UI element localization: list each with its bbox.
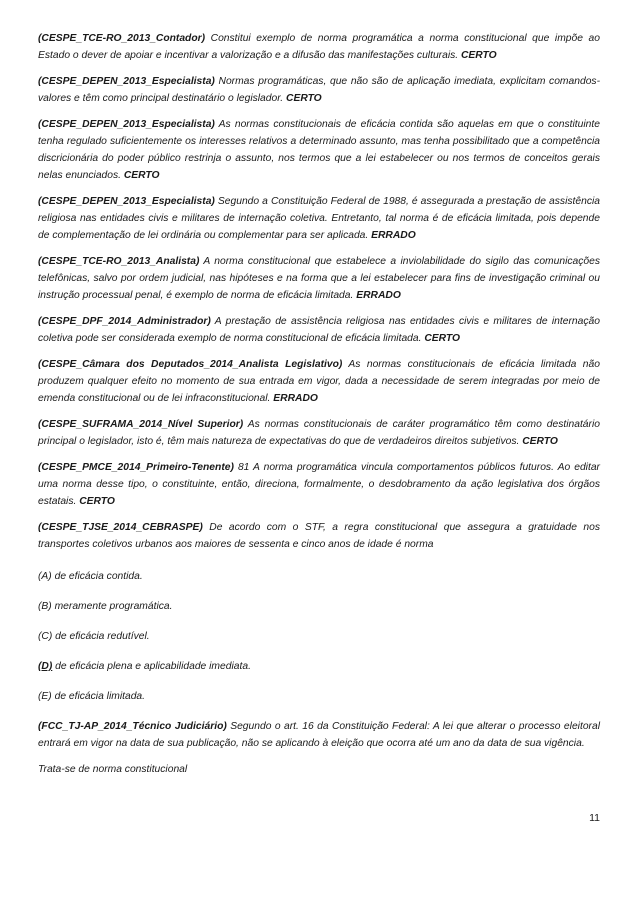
question-tag: (CESPE_DEPEN_2013_Especialista) xyxy=(38,76,215,87)
option-text: de eficácia plena e aplicabilidade imediata. xyxy=(52,661,251,672)
question-answer: CERTO xyxy=(286,93,322,104)
question-tag: (CESPE_TJSE_2014_CEBRASPE) xyxy=(38,522,203,533)
question-9 xyxy=(38,459,600,510)
option-text: de eficácia limitada. xyxy=(51,691,146,702)
multiple-choice-question xyxy=(38,519,600,553)
question-text: As normas constitucionais de eficácia contida são aquelas em que o constituinte tenha regulado suficientemente os interesses relativos a determinado assunto, mas tenha possibilitado que a competência discricionária do poder público restrinja o assunto, nos termos que a lei estabelecer ou nos termos de conceitos gerais nelas enunciados. xyxy=(38,119,600,181)
question-answer: CERTO xyxy=(424,333,461,344)
question-text: A norma constitucional que estabelece a inviolabilidade do sigilo das comunicações telefônicas, salvo por ordem judicial, nas hipóteses e na forma que a lei estabelecer para fins de investigação criminal ou instrução processual penal, é exemplo de norma de eficácia limitada. xyxy=(38,256,600,301)
option-text: meramente programática. xyxy=(51,601,173,612)
question-5 xyxy=(38,253,600,304)
question-text: As normas constitucionais de eficácia limitada não produzem qualquer efeito no momento de sua entrada em vigor, dada a necessidade de serem integradas por meio de emenda constitucional ou de lei infraconstitucional. xyxy=(38,359,600,404)
question-tag: (CESPE_DEPEN_2013_Especialista) xyxy=(38,119,215,130)
question-8 xyxy=(38,416,600,450)
option-letter: (B) xyxy=(38,601,52,612)
question-tag: (CESPE_DPF_2014_Administrador) xyxy=(38,316,211,327)
question-answer: CERTO xyxy=(461,50,497,61)
question-text: De acordo com o STF, a regra constitucional que assegura a gratuidade nos transportes coletivos urbanos aos maiores de sessenta e cinco anos de idade é norma xyxy=(38,522,600,550)
option-c xyxy=(38,628,600,645)
question-tag: (CESPE_PMCE_2014_Primeiro-Tenente) xyxy=(38,462,234,473)
question-fcc xyxy=(38,718,600,752)
page-number: 11 xyxy=(589,812,600,824)
question-tag: (CESPE_TCE-RO_2013_Contador) xyxy=(38,33,206,44)
question-tag: (FCC_TJ-AP_2014_Técnico Judiciário) xyxy=(38,721,227,732)
question-text: 81 A norma programática vincula comportamentos públicos futuros. Ao editar uma norma desse tipo, o constituinte, então, direciona, formalmente, o desdobramento da ação legislativa dos órgãos estatais. xyxy=(38,462,600,507)
option-d-correct xyxy=(38,658,600,675)
option-b xyxy=(38,598,600,615)
question-text: A prestação de assistência religiosa nas entidades civis e militares de internação coletiva pode ser considerada exemplo de norma constitucional de eficácia limitada. xyxy=(38,316,600,344)
question-4 xyxy=(38,193,600,244)
option-letter: (C) xyxy=(38,631,53,642)
question-7 xyxy=(38,356,600,407)
question-text: As normas constitucionais de caráter programático têm como destinatário principal o legislador, isto é, têm mais natureza de expectativas do que de verdadeiros direitos subjetivos. xyxy=(38,419,600,447)
question-prompt: Trata-se de norma constitucional xyxy=(38,764,188,775)
question-text: Segundo o art. 16 da Constituição Federal: A lei que alterar o processo eleitoral entrará em vigor na data de sua publicação, não se aplicando à eleição que ocorra até um ano da data de sua vigência. xyxy=(38,721,600,749)
question-tag: (CESPE_Câmara dos Deputados_2014_Analista Legislativo) xyxy=(38,359,343,370)
question-2 xyxy=(38,73,600,107)
question-text: Normas programáticas, que não são de aplicação imediata, explicitam comandos-valores e têm como principal destinatário o legislador. xyxy=(38,76,600,104)
question-text: Segundo a Constituição Federal de 1988, é assegurada a prestação de assistência religiosa nas entidades civis e militares de internação coletiva. Entretanto, tal norma é de eficácia limitada, pois depende de complementação de lei ordinária ou complementar para ser aplicada. xyxy=(38,196,600,241)
option-e xyxy=(38,688,600,705)
question-answer: ERRADO xyxy=(371,230,416,241)
option-text: de eficácia redutível. xyxy=(52,631,150,642)
question-answer: CERTO xyxy=(522,436,558,447)
question-text: Constitui exemplo de norma programática a norma constitucional que impõe ao Estado o dever de apoiar e incentivar a valorização e a difusão das manifestações culturais. xyxy=(38,33,600,61)
question-1 xyxy=(38,30,600,64)
option-letter: (E) xyxy=(38,691,52,702)
question-3 xyxy=(38,116,600,184)
question-tag: (CESPE_TCE-RO_2013_Analista) xyxy=(38,256,200,267)
question-tag: (CESPE_SUFRAMA_2014_Nível Superior) xyxy=(38,419,244,430)
question-answer: CERTO xyxy=(79,496,115,507)
question-6 xyxy=(38,313,600,347)
document-body xyxy=(38,30,600,787)
option-letter: (A) xyxy=(38,571,52,582)
question-answer: ERRADO xyxy=(273,393,318,404)
question-answer: CERTO xyxy=(123,170,160,181)
option-text: de eficácia contida. xyxy=(51,571,143,582)
option-a xyxy=(38,568,600,585)
question-tag: (CESPE_DEPEN_2013_Especialista) xyxy=(38,196,215,207)
question-answer: ERRADO xyxy=(356,290,401,301)
option-letter: (D) xyxy=(38,661,53,672)
